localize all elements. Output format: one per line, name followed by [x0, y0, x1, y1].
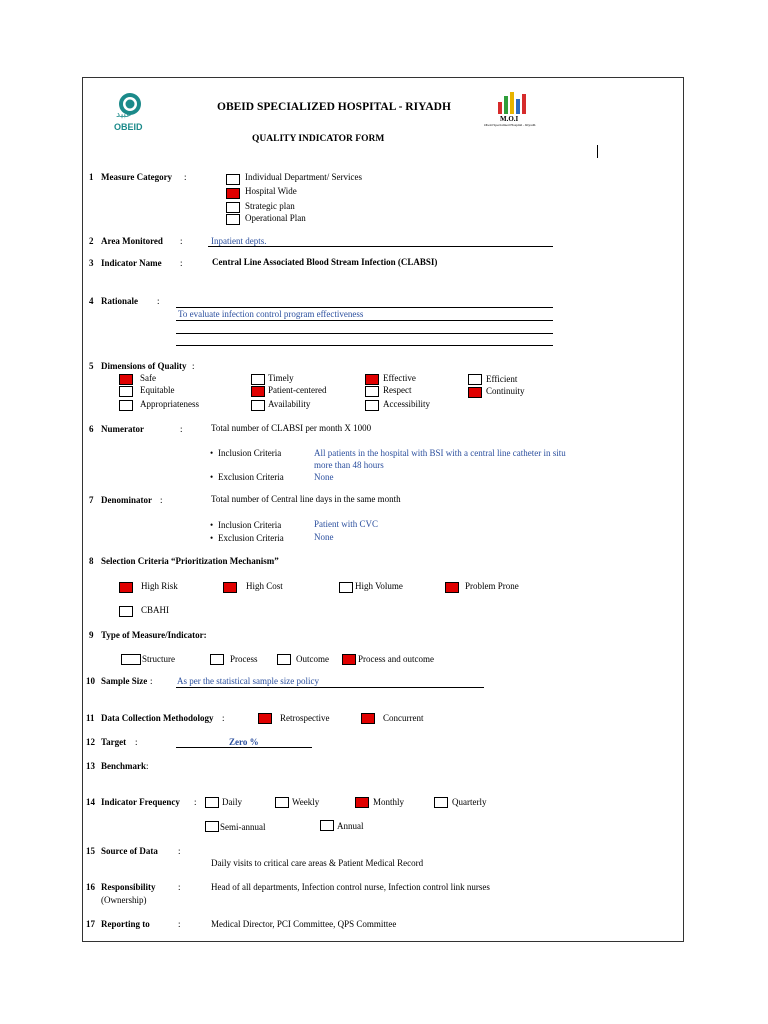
checkbox-continuity[interactable] [468, 387, 482, 398]
sample-size-value[interactable]: As per the statistical sample size policy [177, 676, 319, 686]
q6-colon: : [180, 424, 183, 434]
checkbox-accessibility[interactable] [365, 400, 379, 411]
hospital-name: OBEID SPECIALIZED HOSPITAL - RIYADH [217, 101, 451, 113]
checkbox-concurrent[interactable] [361, 713, 375, 724]
q11-number: 11 [86, 713, 95, 723]
rationale-line-2 [176, 320, 553, 321]
denominator-inclusion-value[interactable]: Patient with CVC [314, 519, 379, 529]
checkbox-strategic-plan[interactable] [226, 202, 240, 213]
checkbox-respect[interactable] [365, 386, 379, 397]
q9-number: 9 [89, 630, 94, 640]
q8-label: Selection Criteria “Prioritization Mechanism” [101, 556, 279, 566]
q5-number: 5 [89, 361, 94, 371]
q4-label: Rationale [101, 296, 138, 306]
label-availability: Availability [268, 399, 311, 409]
checkbox-timely[interactable] [251, 374, 265, 385]
label-patient-centered: Patient-centered [268, 385, 327, 395]
label-operational-plan: Operational Plan [245, 213, 306, 223]
label-effective: Effective [383, 373, 416, 383]
q11-label: Data Collection Methodology [101, 713, 214, 723]
label-outcome: Outcome [296, 654, 329, 664]
q5-colon: : [192, 361, 195, 371]
q16-label: Responsibility [101, 882, 156, 892]
q14-label: Indicator Frequency [101, 797, 180, 807]
q15-colon: : [178, 846, 181, 856]
q6-number: 6 [89, 424, 94, 434]
numerator-exclusion-label: Exclusion Criteria [218, 472, 284, 482]
checkbox-semi-annual[interactable] [205, 821, 219, 832]
label-respect: Respect [383, 385, 412, 395]
q7-number: 7 [89, 495, 94, 505]
area-monitored-value[interactable]: Inpatient depts. [211, 236, 267, 246]
q10-number: 10 [86, 676, 95, 686]
label-retrospective: Retrospective [280, 713, 330, 723]
q13-number: 13 [86, 761, 95, 771]
q1-number: 1 [89, 172, 94, 182]
rationale-line-1 [176, 307, 553, 308]
form-frame [82, 77, 684, 942]
checkbox-high-volume[interactable] [339, 582, 353, 593]
checkbox-annual[interactable] [320, 820, 334, 831]
area-monitored-underline [208, 246, 553, 247]
label-continuity: Continuity [486, 386, 525, 396]
q13-colon: : [146, 761, 149, 771]
q7-colon: : [160, 495, 163, 505]
numerator-inclusion-label: Inclusion Criteria [218, 448, 282, 458]
source-of-data-value[interactable]: Daily visits to critical care areas & Patient Medical Record [211, 858, 424, 868]
obeid-logo [108, 92, 152, 134]
label-safe: Safe [140, 373, 156, 383]
label-process: Process [230, 654, 258, 664]
sample-size-underline [176, 687, 484, 688]
checkbox-structure[interactable] [121, 654, 141, 665]
checkbox-high-cost[interactable] [223, 582, 237, 593]
q16-colon: : [178, 882, 181, 892]
moi-logo [482, 90, 542, 132]
q1-colon: : [184, 172, 187, 182]
q10-label: Sample Size [101, 676, 148, 686]
denominator-exclusion-value[interactable]: None [314, 532, 334, 542]
rationale-line-4 [176, 345, 553, 346]
q15-number: 15 [86, 846, 95, 856]
q3-number: 3 [89, 258, 94, 268]
q10-colon: : [150, 676, 153, 686]
label-semi-annual: Semi-annual [220, 822, 266, 832]
checkbox-hospital-wide[interactable] [226, 188, 240, 199]
label-individual-department: Individual Department/ Services [245, 172, 362, 182]
numerator-inclusion-value[interactable]: All patients in the hospital with BSI with a central line catheter in situ [314, 448, 566, 458]
logo-arabic: عبيد [116, 110, 132, 120]
checkbox-problem-prone[interactable] [445, 582, 459, 593]
indicator-name-value[interactable]: Central Line Associated Blood Stream Infection (CLABSI) [212, 257, 438, 267]
moi-text: M.O.I [500, 115, 519, 123]
denominator-exclusion-bullet: • [210, 533, 214, 543]
label-hospital-wide: Hospital Wide [245, 186, 297, 196]
label-high-risk: High Risk [141, 581, 178, 591]
checkbox-equitable[interactable] [119, 386, 133, 397]
checkbox-high-risk[interactable] [119, 582, 133, 593]
label-cbahi: CBAHI [141, 605, 170, 615]
numerator-inclusion-bullet: • [210, 448, 214, 458]
q3-label: Indicator Name [101, 258, 162, 268]
moi-bars-icon [497, 90, 527, 114]
checkbox-cbahi[interactable] [119, 606, 133, 617]
label-concurrent: Concurrent [383, 713, 424, 723]
checkbox-effective[interactable] [365, 374, 379, 385]
denominator-inclusion-bullet: • [210, 520, 214, 530]
checkbox-process-and-outcome[interactable] [342, 654, 356, 665]
checkbox-appropriateness[interactable] [119, 400, 133, 411]
logo-text: OBEID [114, 122, 143, 132]
q12-colon: : [135, 737, 138, 747]
q5-label: Dimensions of Quality [101, 361, 187, 371]
label-equitable: Equitable [140, 385, 175, 395]
numerator-exclusion-value[interactable]: None [314, 472, 334, 482]
checkbox-weekly[interactable] [275, 797, 289, 808]
label-efficient: Efficient [486, 374, 518, 384]
target-underline [176, 747, 312, 748]
q9-label: Type of Measure/Indicator: [101, 630, 207, 640]
q17-number: 17 [86, 919, 95, 929]
checkbox-safe[interactable] [119, 374, 133, 385]
label-high-volume: High Volume [355, 581, 403, 591]
checkbox-daily[interactable] [205, 797, 219, 808]
q12-number: 12 [86, 737, 95, 747]
checkbox-process[interactable] [210, 654, 224, 665]
numerator-inclusion-value-cont[interactable]: more than 48 hours [314, 460, 384, 470]
q7-label: Denominator [101, 495, 152, 505]
q6-label: Numerator [101, 424, 144, 434]
rationale-value[interactable]: To evaluate infection control program effectiveness [178, 309, 364, 319]
denominator-exclusion-label: Exclusion Criteria [218, 533, 284, 543]
checkbox-quarterly[interactable] [434, 797, 448, 808]
q11-colon: : [222, 713, 225, 723]
q8-number: 8 [89, 556, 94, 566]
label-high-cost: High Cost [246, 581, 283, 591]
q2-label: Area Monitored [101, 236, 163, 246]
denominator-value[interactable]: Total number of Central line days in the same month [211, 494, 401, 504]
q14-colon: : [194, 797, 197, 807]
q4-number: 4 [89, 296, 94, 306]
checkbox-outcome[interactable] [277, 654, 291, 665]
label-weekly: Weekly [292, 797, 320, 807]
form-title: QUALITY INDICATOR FORM [252, 134, 385, 144]
q15-label: Source of Data [101, 846, 158, 856]
label-strategic-plan: Strategic plan [245, 201, 295, 211]
checkbox-monthly[interactable] [355, 797, 369, 808]
label-daily: Daily [222, 797, 242, 807]
q2-colon: : [180, 236, 183, 246]
q1-label: Measure Category [101, 172, 173, 182]
rationale-line-3 [176, 333, 553, 334]
denominator-inclusion-label: Inclusion Criteria [218, 520, 282, 530]
q17-colon: : [178, 919, 181, 929]
responsibility-value[interactable]: Head of all departments, Infection control nurse, Infection control link nurses [211, 882, 490, 892]
label-quarterly: Quarterly [452, 797, 487, 807]
label-accessibility: Accessibility [383, 399, 430, 409]
label-structure: Structure [142, 654, 175, 664]
numerator-value[interactable]: Total number of CLABSI per month X 1000 [211, 423, 372, 433]
q17-label: Reporting to [101, 919, 150, 929]
checkbox-individual-department[interactable] [226, 174, 240, 185]
reporting-to-value[interactable]: Medical Director, PCI Committee, QPS Committee [211, 919, 397, 929]
q16-sublabel: (Ownership) [101, 895, 147, 905]
label-problem-prone: Problem Prone [465, 581, 519, 591]
checkbox-availability[interactable] [251, 400, 265, 411]
checkbox-patient-centered[interactable] [251, 386, 265, 397]
q16-number: 16 [86, 882, 95, 892]
label-monthly: Monthly [373, 797, 405, 807]
q4-colon: : [157, 296, 160, 306]
target-value[interactable]: Zero % [229, 737, 259, 747]
label-process-and-outcome: Process and outcome [358, 654, 434, 664]
q2-number: 2 [89, 236, 94, 246]
moi-subtext: Obeid Specialized Hospital - Riyadh [484, 123, 536, 127]
label-appropriateness: Appropriateness [140, 399, 199, 409]
checkbox-retrospective[interactable] [258, 713, 272, 724]
label-timely: Timely [268, 373, 294, 383]
label-annual: Annual [337, 821, 364, 831]
q12-label: Target [101, 737, 127, 747]
checkbox-efficient[interactable] [468, 374, 482, 385]
q3-colon: : [180, 258, 183, 268]
q14-number: 14 [86, 797, 95, 807]
text-cursor [597, 145, 598, 158]
q13-label: Benchmark [101, 761, 146, 771]
checkbox-operational-plan[interactable] [226, 214, 240, 225]
numerator-exclusion-bullet: • [210, 472, 214, 482]
